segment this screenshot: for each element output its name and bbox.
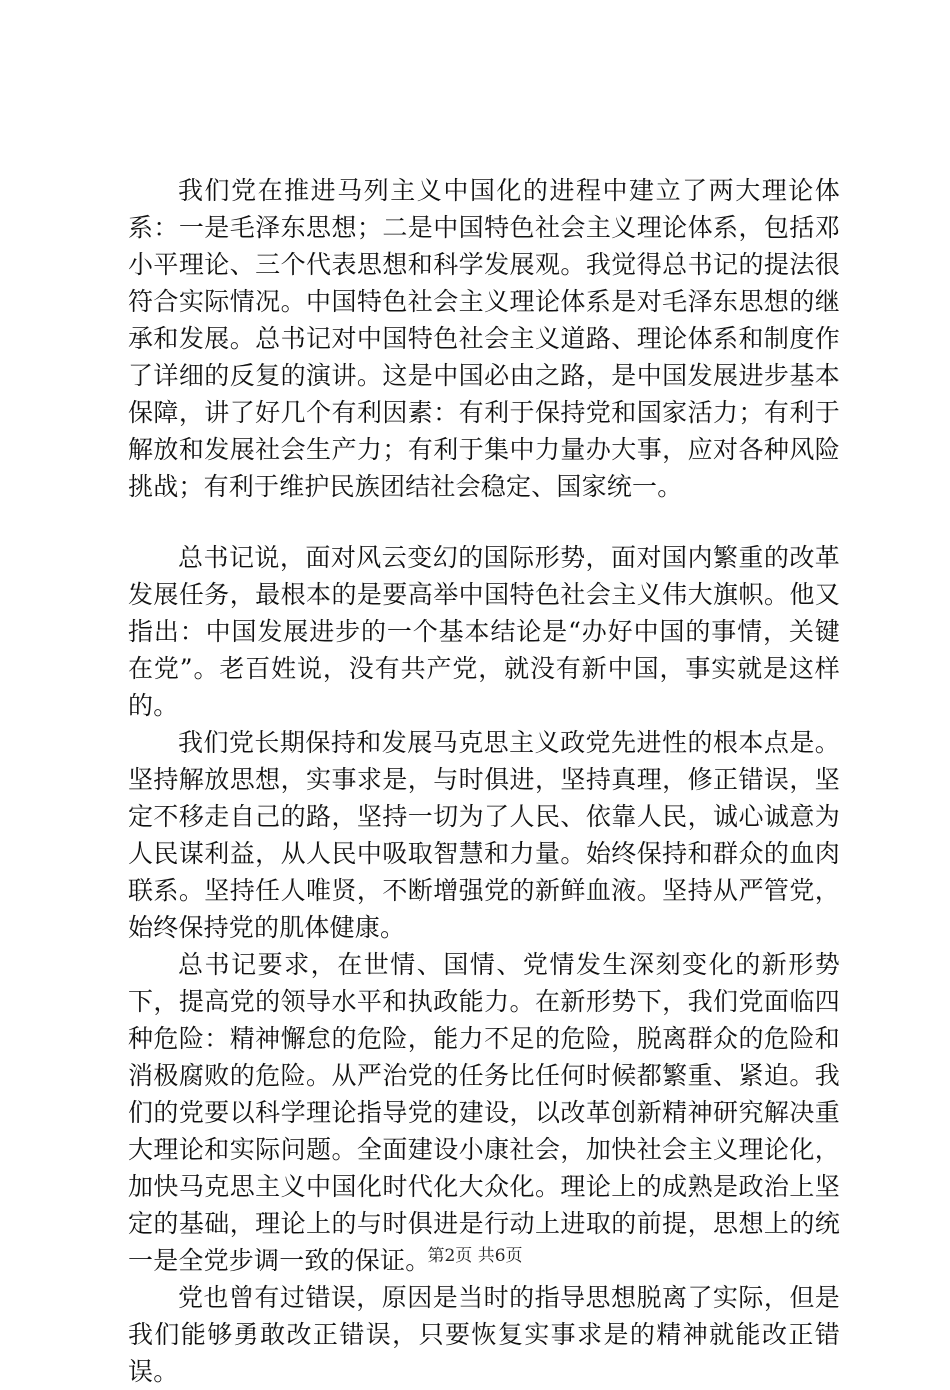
paragraph-4: 总书记要求，在世情、国情、党情发生深刻变化的新形势下，提高党的领导水平和执政能力。在新形势下，我们党面临四种危险：精神懈怠的危险，能力不足的危险，脱离群众的危险和消极腐败的危险。从严治党的任务比任何时候都繁重、紧迫。我们的党要以科学理论指导党的建设，以改革创新精神研究解决重大理论和实际问题。全面建设小康社会，加快社会主义理论化，加快马克思主义中国化时代化大众化。理论上的成熟是政治上坚定的基础，理论上的与时俱进是行动上进取的前提，思想上的统一是全党步调一致的保证。: [128, 950, 840, 1275]
paragraph-5: 党也曾有过错误，原因是当时的指导思想脱离了实际，但是我们能够勇敢改正错误，只要恢复实事求是的精神就能改正错误。: [128, 1283, 840, 1386]
paragraph-1: 我们党在推进马列主义中国化的进程中建立了两大理论体系：一是毛泽东思想；二是中国特色社会主义理论体系，包括邓小平理论、三个代表思想和科学发展观。我觉得总书记的提法很符合实际情况。中国特色社会主义理论体系是对毛泽东思想的继承和发展。总书记对中国特色社会主义道路、理论体系和制度作了详细的反复的演讲。这是中国必由之路，是中国发展进步基本保障，讲了好几个有利因素：有利于保持党和国家活力；有利于解放和发展社会生产力；有利于集中力量办大事，应对各种风险挑战；有利于维护民族团结社会稳定、国家统一。: [128, 176, 840, 501]
document-body: [128, 172, 840, 1390]
page-footer: 第2页 共6页: [427, 1246, 523, 1266]
paragraph-2: 总书记说，面对风云变幻的国际形势，面对国内繁重的改革发展任务，最根本的是要高举中国特色社会主义伟大旗帜。他又指出：中国发展进步的一个基本结论是“办好中国的事情，关键在党”。老百姓说，没有共产党，就没有新中国，事实就是这样的。: [128, 543, 840, 720]
paragraph-3: 我们党长期保持和发展马克思主义政党先进性的根本点是。坚持解放思想，实事求是，与时俱进，坚持真理，修正错误，坚定不移走自己的路，坚持一切为了人民、依靠人民，诚心诚意为人民谋利益，从人民中吸取智慧和力量。始终保持和群众的血肉联系。坚持任人唯贤，不断增强党的新鲜血液。坚持从严管党，始终保持党的肌体健康。: [128, 728, 840, 942]
